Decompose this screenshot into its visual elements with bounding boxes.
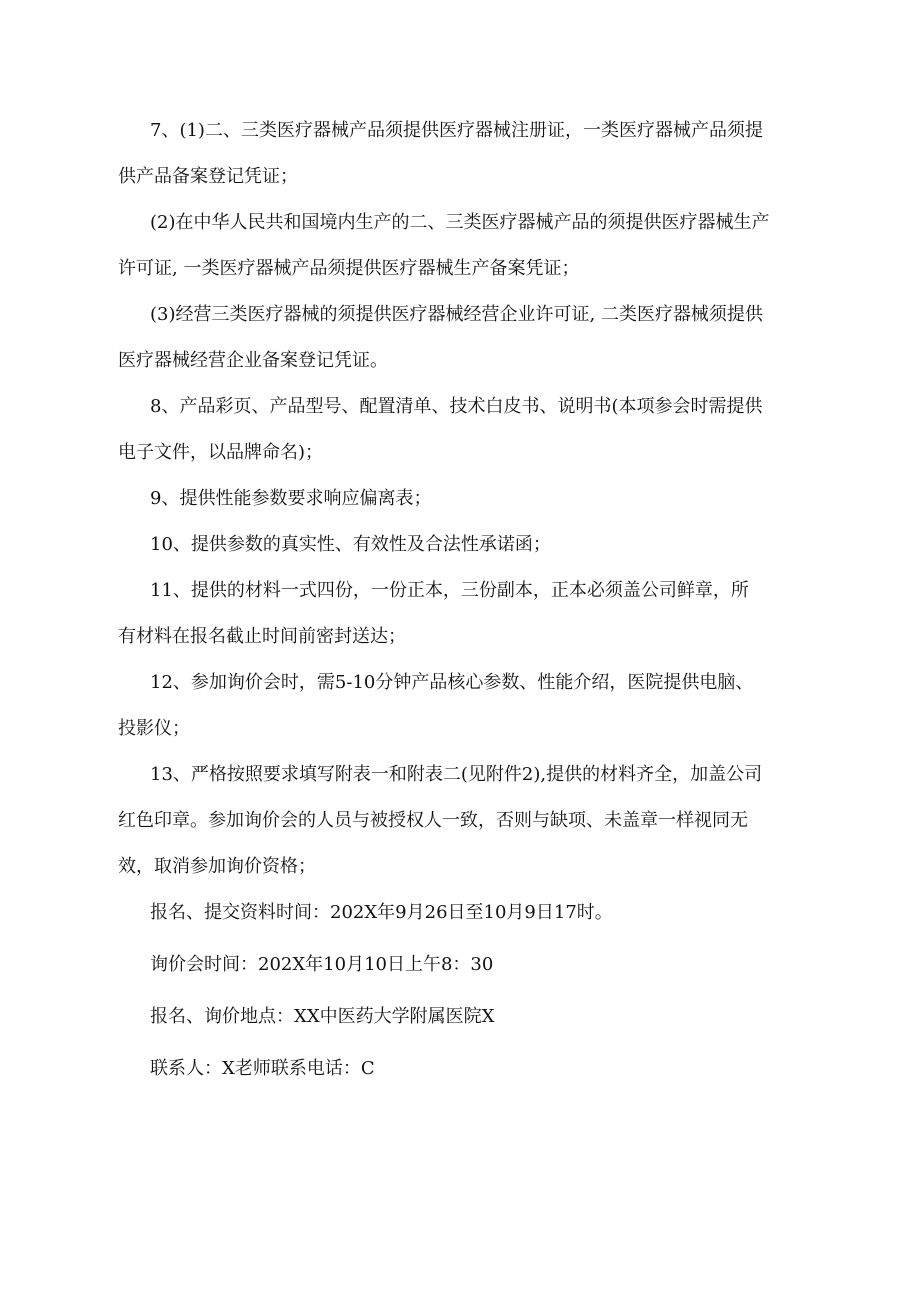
requirement-8-line-2: 电子文件，以品牌命名)； [118,442,324,463]
requirement-7-3-line-2: 医疗器械经营企业备案登记凭证。 [118,350,388,371]
requirement-10 [118,522,830,568]
meeting-time: 询价会时间：202X年10月10日上午8：30 [150,954,494,975]
requirement-7-3-line-1: (3)经营三类医疗器械的须提供医疗器械经营企业许可证, 二类医疗器械须提供 [150,304,763,325]
requirement-13 [118,752,830,890]
requirement-13-line-1: 13、严格按照要求填写附表一和附表二(见附件2),提供的材料齐全，加盖公司 [150,764,763,785]
requirement-11 [118,568,830,660]
requirement-11-line-1: 11、提供的材料一式四份，一份正本，三份副本，正本必须盖公司鲜章，所 [150,580,749,601]
requirement-9 [118,476,830,522]
requirement-12-line-1: 12、参加询价会时，需5-10分钟产品核心参数、性能介绍，医院提供电脑、 [150,672,754,693]
requirement-7-2-line-1: (2)在中华人民共和国境内生产的二、三类医疗器械产品的须提供医疗器械生产 [150,212,770,233]
requirement-7-1-line-1: 7、(1)二、三类医疗器械产品须提供医疗器械注册证，一类医疗器械产品须提 [150,120,763,141]
requirement-13-line-2: 红色印章。参加询价会的人员与被授权人一致，否则与缺项、未盖章一样视同无 [118,810,748,831]
registration-time: 报名、提交资料时间：202X年9月26日至10月9日17时。 [150,902,613,923]
requirement-7-2 [118,200,830,292]
registration-location: 报名、询价地点：XX中医药大学附属医院X [150,1006,495,1027]
requirement-12-line-2: 投影仪； [118,718,190,739]
requirement-13-line-3: 效，取消参加询价资格； [118,856,316,877]
requirement-7-2-line-2: 许可证, 一类医疗器械产品须提供医疗器械生产备案凭证； [118,258,580,279]
requirement-7-1-line-2: 供产品备案登记凭证； [118,166,298,187]
requirement-12 [118,660,830,752]
document-body [118,108,830,1098]
requirement-7-3 [118,292,830,384]
contact-info: 联系人：X老师联系电话：C [150,1058,375,1079]
requirement-11-line-2: 有材料在报名截止时间前密封送达； [118,626,406,647]
requirement-7-1 [118,108,830,200]
requirement-9-line-1: 9、提供性能参数要求响应偏离表； [150,488,432,509]
requirement-8 [118,384,830,476]
requirement-8-line-1: 8、产品彩页、产品型号、配置清单、技术白皮书、说明书(本项参会时需提供 [150,396,763,417]
requirement-10-line-1: 10、提供参数的真实性、有效性及合法性承诺函； [150,534,551,555]
